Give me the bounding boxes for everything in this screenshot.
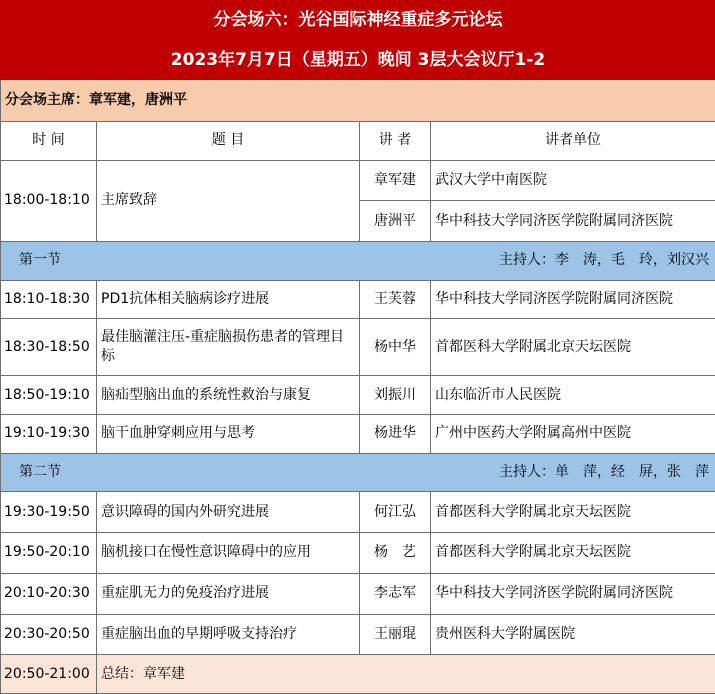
row-speaker: 王芙蓉 [360, 280, 431, 319]
col-time-header: 时 间 [1, 122, 97, 161]
row-topic: 重症脑出血的早期呼吸支持治疗 [97, 614, 360, 655]
chair-row [1, 80, 715, 122]
table-row [1, 415, 715, 454]
table-row [1, 573, 715, 614]
row-speaker: 刘振川 [360, 376, 431, 415]
row-unit: 山东临沂市人民医院 [431, 376, 715, 415]
section-2-title: 第二节 [19, 464, 61, 481]
section-1-header [1, 242, 715, 281]
row-time: 18:10-18:30 [1, 280, 97, 319]
row-time: 19:50-20:10 [1, 533, 97, 574]
table-row [1, 160, 715, 201]
row-time: 19:10-19:30 [1, 415, 97, 454]
opening-unit-1: 武汉大学中南医院 [431, 160, 715, 201]
row-speaker: 杨进华 [360, 415, 431, 454]
row-speaker: 杨中华 [360, 319, 431, 376]
opening-unit-2: 华中科技大学同济医学院附属同济医院 [431, 201, 715, 242]
row-unit: 首都医科大学附属北京天坛医院 [431, 319, 715, 376]
row-time: 18:30-18:50 [1, 319, 97, 376]
opening-time: 18:00-18:10 [1, 160, 97, 241]
col-topic-header: 题 目 [97, 122, 360, 161]
row-topic: 最佳脑灌注压-重症脑损伤患者的管理目标 [97, 319, 360, 376]
table-row [1, 319, 715, 376]
row-speaker: 何江弘 [360, 492, 431, 533]
row-unit: 首都医科大学附属北京天坛医院 [431, 492, 715, 533]
row-topic: 意识障碍的国内外研究进展 [97, 492, 360, 533]
summary-text: 总结：章军建 [97, 655, 715, 694]
row-topic: 脑干血肿穿刺应用与思考 [97, 415, 360, 454]
session-title: 分会场六：光谷国际神经重症多元论坛 [1, 1, 715, 41]
row-speaker: 王丽琨 [360, 614, 431, 655]
section-2-bar [1, 453, 715, 492]
row-topic: 脑疝型脑出血的系统性救治与康复 [97, 376, 360, 415]
table-row [1, 492, 715, 533]
table-row [1, 376, 715, 415]
section-1-bar [1, 242, 715, 281]
row-unit: 广州中医药大学附属高州中医院 [431, 415, 715, 454]
row-time: 20:30-20:50 [1, 614, 97, 655]
session-chair: 分会场主席：章军建，唐洲平 [1, 80, 715, 122]
row-topic: 重症肌无力的免疫治疗进展 [97, 573, 360, 614]
table-row [1, 614, 715, 655]
section-1-title: 第一节 [19, 252, 61, 269]
row-unit: 华中科技大学同济医学院附属同济医院 [431, 280, 715, 319]
row-time: 20:10-20:30 [1, 573, 97, 614]
row-topic: PD1抗体相关脑病诊疗进展 [97, 280, 360, 319]
row-speaker: 杨 艺 [360, 533, 431, 574]
opening-speaker-2: 唐洲平 [360, 201, 431, 242]
row-unit: 华中科技大学同济医学院附属同济医院 [431, 573, 715, 614]
row-time: 18:50-19:10 [1, 376, 97, 415]
summary-row [1, 655, 715, 694]
col-speaker-header: 讲 者 [360, 122, 431, 161]
row-unit: 贵州医科大学附属医院 [431, 614, 715, 655]
section-2-header [1, 453, 715, 492]
opening-topic: 主席致辞 [97, 160, 360, 241]
col-unit-header: 讲者单位 [431, 122, 715, 161]
row-topic: 脑机接口在慢性意识障碍中的应用 [97, 533, 360, 574]
summary-time: 20:50-21:00 [1, 655, 97, 694]
header-title-row [1, 1, 715, 41]
row-speaker: 李志军 [360, 573, 431, 614]
session-date-venue: 2023年7月7日（星期五）晚间 3层大会议厅1-2 [1, 40, 715, 80]
row-time: 19:30-19:50 [1, 492, 97, 533]
column-header-row [1, 122, 715, 161]
table-row [1, 533, 715, 574]
header-subtitle-row [1, 40, 715, 80]
section-2-host: 主持人：单 萍，经 屏，张 萍 [499, 464, 709, 481]
opening-speaker-1: 章军建 [360, 160, 431, 201]
section-1-host: 主持人：李 涛，毛 玲，刘汉兴 [499, 252, 709, 269]
row-unit: 首都医科大学附属北京天坛医院 [431, 533, 715, 574]
table-row [1, 280, 715, 319]
